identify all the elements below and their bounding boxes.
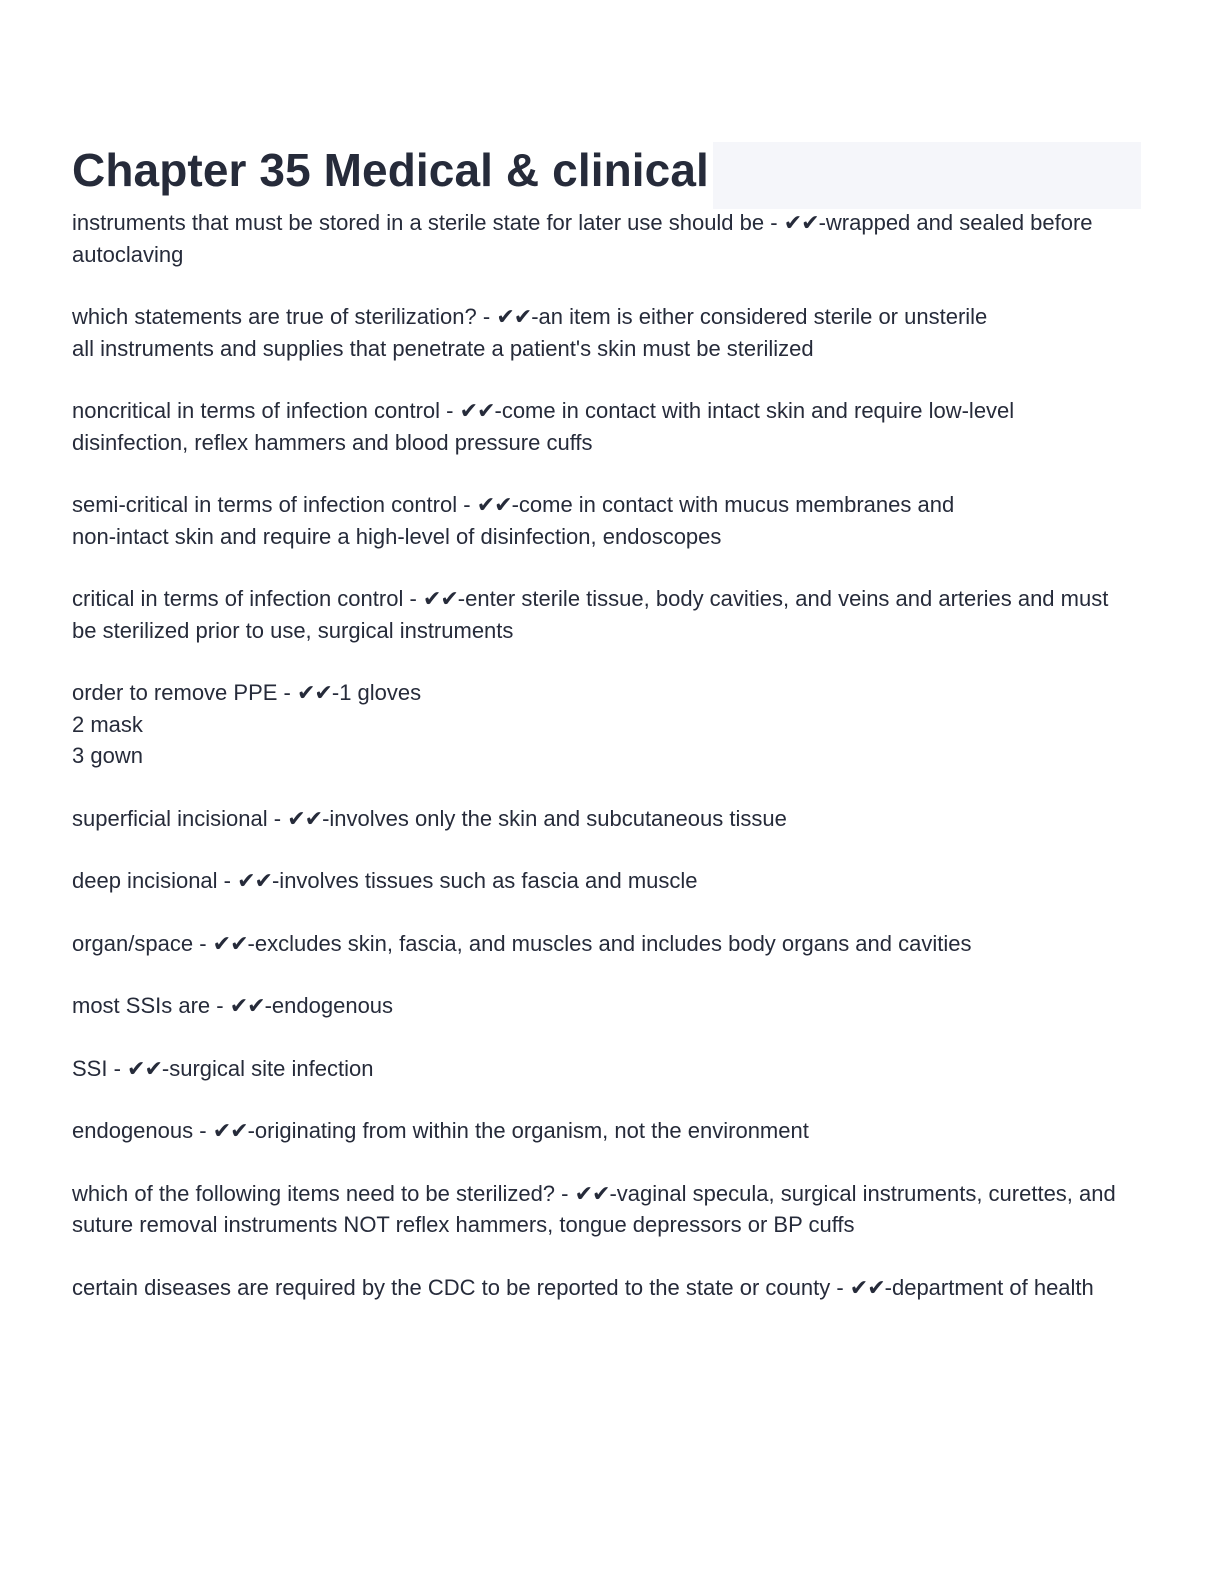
separator: - [217, 868, 238, 893]
separator: - [277, 680, 297, 705]
list-item [72, 1115, 1132, 1147]
check-icon: ✔✔ [783, 210, 819, 235]
separator: - [193, 1118, 213, 1143]
question-text: order to remove PPE [72, 680, 278, 705]
check-icon: ✔✔ [229, 993, 265, 1018]
check-icon: ✔✔ [476, 492, 512, 517]
list-item [72, 1053, 1132, 1085]
question-text: semi-critical in terms of infection control [72, 492, 458, 517]
list-item [72, 803, 1132, 835]
separator: - [764, 210, 784, 235]
separator: - [107, 1055, 128, 1081]
check-icon: ✔✔ [574, 1180, 610, 1206]
answer-text: -originating from within the organism, not the environment [247, 1118, 809, 1143]
separator: - [193, 930, 213, 956]
check-icon: ✔✔ [127, 1055, 162, 1081]
separator: - [440, 398, 460, 423]
separator: - [267, 805, 288, 831]
answer-text: -1 gloves 2 mask 3 gown [72, 680, 422, 768]
list-item [72, 1178, 1132, 1241]
check-icon: ✔✔ [212, 1118, 248, 1143]
answer-text: -come in contact with intact skin and require low-level disinfection, reflex hammers and blood pressure cuffs [72, 398, 1015, 455]
question-text: which statements are true of sterilization? [72, 304, 477, 329]
answer-text: -department of health [884, 1274, 1094, 1300]
answer-text: -enter sterile tissue, body cavities, and veins and arteries and must be sterilized prior to use, surgical instruments [72, 586, 1109, 643]
check-icon: ✔✔ [297, 680, 332, 705]
question-text: superficial incisional [72, 805, 268, 831]
separator: - [555, 1180, 575, 1206]
list-item [72, 489, 1132, 552]
check-icon: ✔✔ [212, 930, 248, 956]
separator: - [210, 993, 230, 1018]
answer-text: -come in contact with mucus membranes and non-intact skin and require a high-level of disinfection, endoscopes [72, 492, 955, 549]
separator: - [403, 586, 423, 611]
answer-text: -vaginal specula, surgical instruments, curettes, and suture removal instruments NOT reflex hammers, tongue depressors or BP cuffs [72, 1180, 1116, 1237]
question-text: organ/space [72, 930, 194, 956]
check-icon: ✔✔ [459, 398, 495, 423]
list-item [72, 583, 1132, 646]
page-title: Chapter 35 Medical & clinical [72, 142, 713, 209]
title-banner [72, 142, 1141, 209]
question-text: instruments that must be stored in a sterile state for later use should be [72, 210, 765, 235]
separator: - [476, 304, 497, 329]
answer-text: -involves tissues such as fascia and muscle [271, 868, 698, 893]
check-icon: ✔✔ [422, 586, 458, 611]
answer-text: -surgical site infection [161, 1055, 374, 1081]
list-item [72, 207, 1132, 270]
question-text: which of the following items need to be sterilized? [72, 1180, 556, 1206]
answer-text: -excludes skin, fascia, and muscles and includes body organs and cavities [247, 930, 972, 956]
check-icon: ✔✔ [849, 1274, 885, 1300]
answer-text: -an item is either considered sterile or unsterile all instruments and supplies that penetrate a patient's skin must be sterilized [72, 304, 988, 361]
question-text: SSI [72, 1055, 108, 1081]
question-text: certain diseases are required by the CDC to be reported to the state or county [72, 1274, 831, 1300]
list-item [72, 865, 1132, 897]
answer-text: -wrapped and sealed before autoclaving [72, 210, 1093, 267]
separator: - [830, 1274, 850, 1300]
list-item [72, 1272, 1132, 1304]
list-item [72, 301, 1132, 364]
question-text: most SSIs are [72, 993, 211, 1018]
list-item [72, 928, 1132, 960]
question-text: critical in terms of infection control [72, 586, 404, 611]
question-text: noncritical in terms of infection control [72, 398, 441, 423]
question-text: endogenous [72, 1118, 194, 1143]
separator: - [457, 492, 477, 517]
answer-text: -involves only the skin and subcutaneous tissue [322, 805, 787, 831]
check-icon: ✔✔ [287, 805, 323, 831]
check-icon: ✔✔ [237, 868, 272, 893]
check-icon: ✔✔ [496, 304, 532, 329]
flashcard-list [72, 207, 1132, 1334]
list-item [72, 990, 1132, 1022]
list-item [72, 395, 1132, 458]
question-text: deep incisional [72, 868, 218, 893]
answer-text: -endogenous [264, 993, 394, 1018]
list-item [72, 677, 1132, 772]
